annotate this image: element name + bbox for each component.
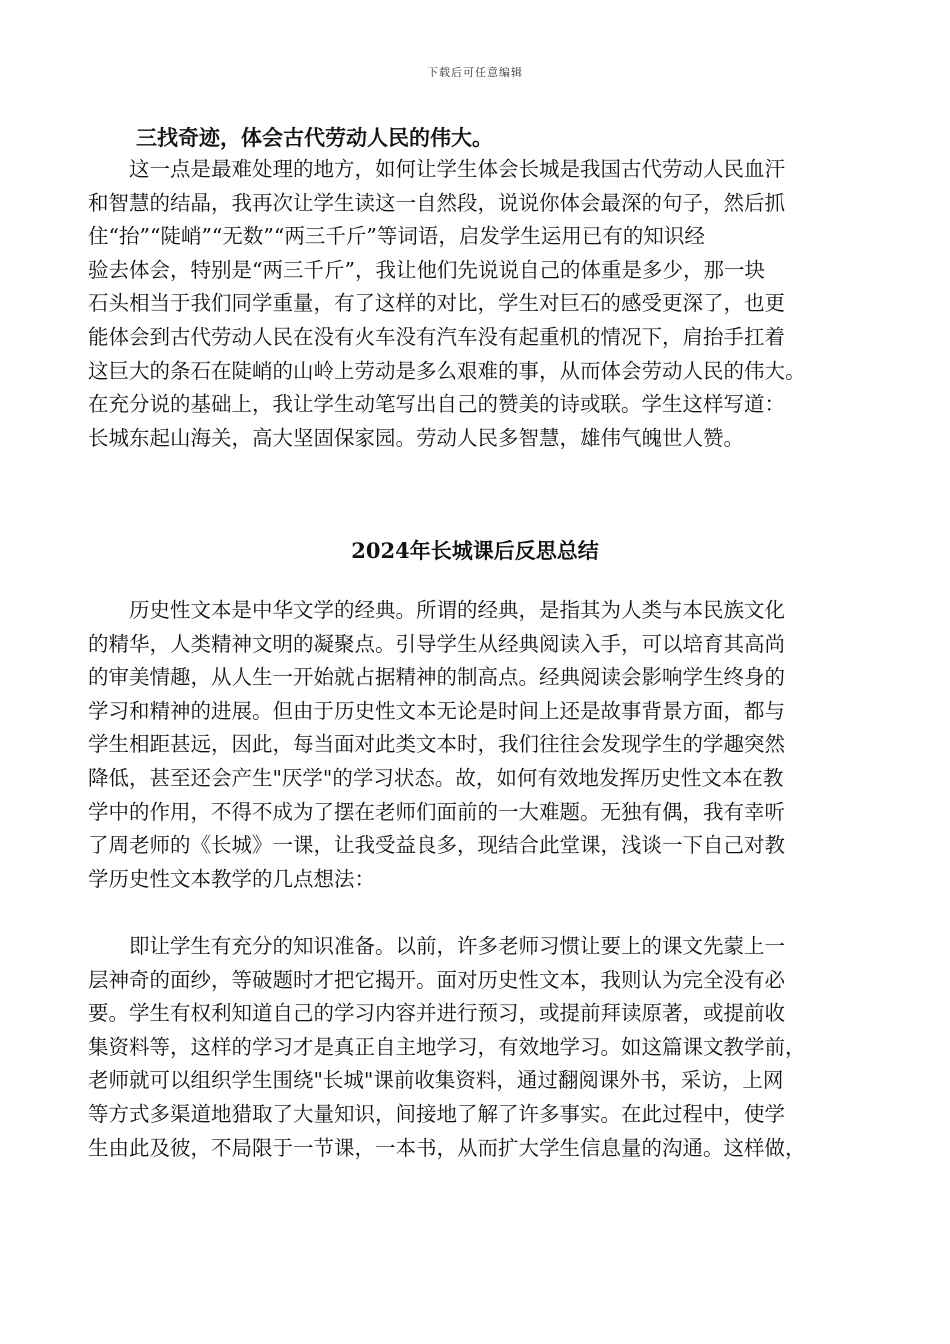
text-line: 能体会到古代劳动人民在没有火车没有汽车没有起重机的情况下，肩抬手扛着: [88, 324, 785, 349]
text-line: 生由此及彼，不局限于一节课，一本书，从而扩大学生信息量的沟通。这样做，: [88, 1135, 806, 1160]
text-line: 这一点是最难处理的地方，如何让学生体会长城是我国古代劳动人民血汗: [129, 157, 785, 181]
text-line: 的审美情趣，从人生一开始就占据精神的制高点。经典阅读会影响学生终身的: [88, 665, 785, 690]
text-line: 学历史性文本教学的几点想法：: [88, 866, 375, 891]
paragraph-2: [88, 930, 858, 1165]
text-line: 长城东起山海关，高大坚固保家园。劳动人民多智慧，雄伟气魄世人赞。: [88, 425, 744, 450]
text-line: 等方式多渠道地猎取了大量知识，间接地了解了许多事实。在此过程中，使学: [88, 1101, 785, 1126]
text-line: 这巨大的条石在陡峭的山岭上劳动是多么艰难的事，从而体会劳动人民的伟大。: [88, 358, 806, 383]
text-line: 要。学生有权利知道自己的学习内容并进行预习，或提前拜读原著，或提前收: [88, 1001, 785, 1026]
text-line: 历史性文本是中华文学的经典。所谓的经典，是指其为人类与本民族文化: [129, 598, 785, 622]
text-line: 石头相当于我们同学重量，有了这样的对比，学生对巨石的感受更深了，也更: [88, 291, 785, 316]
paragraph-1: [88, 594, 858, 896]
text-line: 老师就可以组织学生围绕"长城"课前收集资料，通过翻阅课外书，采访，上网: [88, 1068, 784, 1093]
text-line: 学中的作用，不得不成为了摆在老师们面前的一大难题。无独有偶，我有幸听: [88, 799, 785, 824]
section1-body: [88, 153, 858, 455]
text-line: 集资料等，这样的学习才是真正自主地学习，有效地学习。如这篇课文教学前，: [88, 1034, 806, 1059]
text-line: 降低，甚至还会产生"厌学"的学习状态。故，如何有效地发挥历史性文本在教: [88, 765, 784, 790]
text-line: 验去体会，特别是“两三千斤”，我让他们先说说自己的体重是多少，那一块: [88, 257, 765, 282]
text-line: 学习和精神的进展。但由于历史性文本无论是时间上还是故事背景方面，都与: [88, 698, 785, 723]
text-line: 了周老师的《长城》一课，让我受益良多，现结合此堂课，浅谈一下自己对教: [88, 833, 785, 858]
text-line: 和智慧的结晶，我再次让学生读这一自然段，说说你体会最深的句子，然后抓: [88, 190, 785, 215]
text-line: 学生相距甚远，因此，每当面对此类文本时，我们往往会发现学生的学趣突然: [88, 732, 785, 757]
text-line: 层神奇的面纱，等破题时才把它揭开。面对历史性文本，我则认为完全没有必: [88, 967, 785, 992]
text-line: 的精华，人类精神文明的凝聚点。引导学生从经典阅读入手，可以培育其高尚: [88, 631, 785, 656]
text-line: 即让学生有充分的知识准备。以前，许多老师习惯让要上的课文先蒙上一: [129, 934, 785, 958]
document-title: 2024年长城课后反思总结: [351, 538, 599, 563]
header-note: 下载后可任意编辑: [427, 66, 523, 79]
section-heading: 三找奇迹，体会古代劳动人民的伟大。: [136, 125, 493, 150]
text-line: 在充分说的基础上，我让学生动笔写出自己的赞美的诗或联。学生这样写道：: [88, 392, 785, 417]
text-line: 住“抬”“陡峭”“无数”“两三千斤”等词语，启发学生运用已有的知识经: [88, 224, 705, 249]
